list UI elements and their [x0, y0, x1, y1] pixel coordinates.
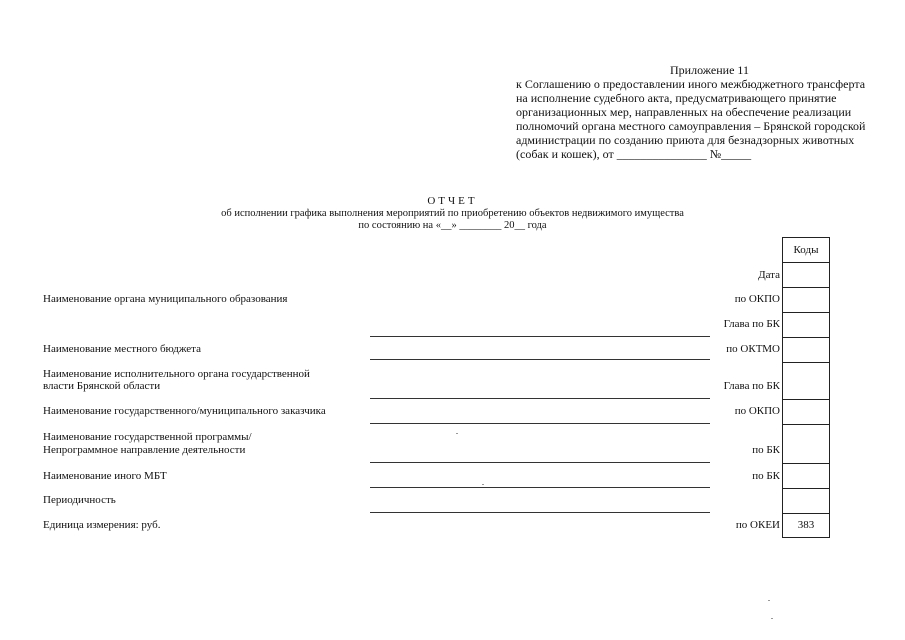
code-label-okpo: по ОКПО	[734, 405, 780, 417]
code-label-glava-bk: Глава по БК	[723, 318, 780, 330]
codes-row-divider	[782, 399, 830, 400]
code-label-okei: по ОКЕИ	[735, 519, 780, 531]
codes-row-divider	[782, 262, 830, 263]
appendix-block	[516, 63, 876, 161]
report-title: ОТЧЕТ	[427, 195, 478, 207]
label-program-1: Наименование государственной программы/	[43, 431, 252, 443]
code-label-oktmo: по ОКТМО	[726, 343, 780, 355]
fill-line-executive-body[interactable]	[370, 398, 710, 399]
appendix-line: полномочий органа местного самоуправления – Брянской городской	[516, 119, 866, 133]
scan-speck	[456, 433, 458, 434]
codes-row-divider	[782, 287, 830, 288]
fill-line-periodicity[interactable]	[370, 512, 710, 513]
codes-box-top-border	[782, 237, 830, 238]
label-customer: Наименование государственного/муниципального заказчика	[43, 405, 326, 417]
codes-row-divider	[782, 513, 830, 514]
scan-speck	[482, 484, 484, 485]
report-subtitle: об исполнении графика выполнения мероприятий по приобретению объектов недвижимого имущества	[221, 208, 684, 219]
okei-code-value: 383	[797, 519, 815, 531]
label-executive-body-1: Наименование исполнительного органа государственной	[43, 368, 310, 380]
report-date-line: по состоянию на «__» ________ 20__ года	[358, 220, 547, 231]
codes-row-divider	[782, 424, 830, 425]
label-unit: Единица измерения: руб.	[43, 519, 161, 531]
fill-line-mbt[interactable]	[370, 487, 710, 488]
code-label-bk: по БК	[752, 470, 780, 482]
code-label-okpo: по ОКПО	[734, 293, 780, 305]
appendix-line: администрации по созданию приюта для безнадзорных животных	[516, 133, 855, 147]
label-executive-body-2: власти Брянской области	[43, 380, 161, 392]
codes-row-divider	[782, 312, 830, 313]
fill-line-local-budget[interactable]	[370, 359, 710, 360]
codes-row-divider	[782, 337, 830, 338]
code-label-date: Дата	[758, 269, 780, 281]
codes-box-left-border	[782, 237, 783, 538]
label-local-budget: Наименование местного бюджета	[43, 343, 201, 355]
appendix-line: (собак и кошек), от _______________ №_____	[516, 147, 752, 161]
label-periodicity: Периодичность	[43, 494, 116, 506]
codes-box-right-border	[829, 237, 830, 538]
fill-line-customer[interactable]	[370, 423, 710, 424]
appendix-line: на исполнение судебного акта, предусматривающего принятие	[516, 91, 837, 105]
code-label-glava-bk: Глава по БК	[723, 380, 780, 392]
codes-header: Коды	[793, 244, 819, 256]
fill-line-municipal-body[interactable]	[370, 336, 710, 337]
scan-speck	[771, 618, 773, 619]
codes-box-bottom-border	[782, 537, 830, 538]
codes-row-divider	[782, 463, 830, 464]
label-municipal-body: Наименование органа муниципального образования	[43, 293, 288, 305]
appendix-line: организационных мер, направленных на обеспечение реализации	[516, 105, 852, 119]
label-mbt: Наименование иного МБТ	[43, 470, 167, 482]
codes-row-divider	[782, 362, 830, 363]
appendix-title: Приложение 11	[670, 63, 749, 77]
appendix-line: к Соглашению о предоставлении иного межбюджетного трансферта	[516, 77, 866, 91]
scan-speck	[768, 600, 770, 601]
label-program-2: Непрограммное направление деятельности	[43, 444, 246, 456]
fill-line-program[interactable]	[370, 462, 710, 463]
codes-row-divider	[782, 488, 830, 489]
code-label-bk: по БК	[752, 444, 780, 456]
